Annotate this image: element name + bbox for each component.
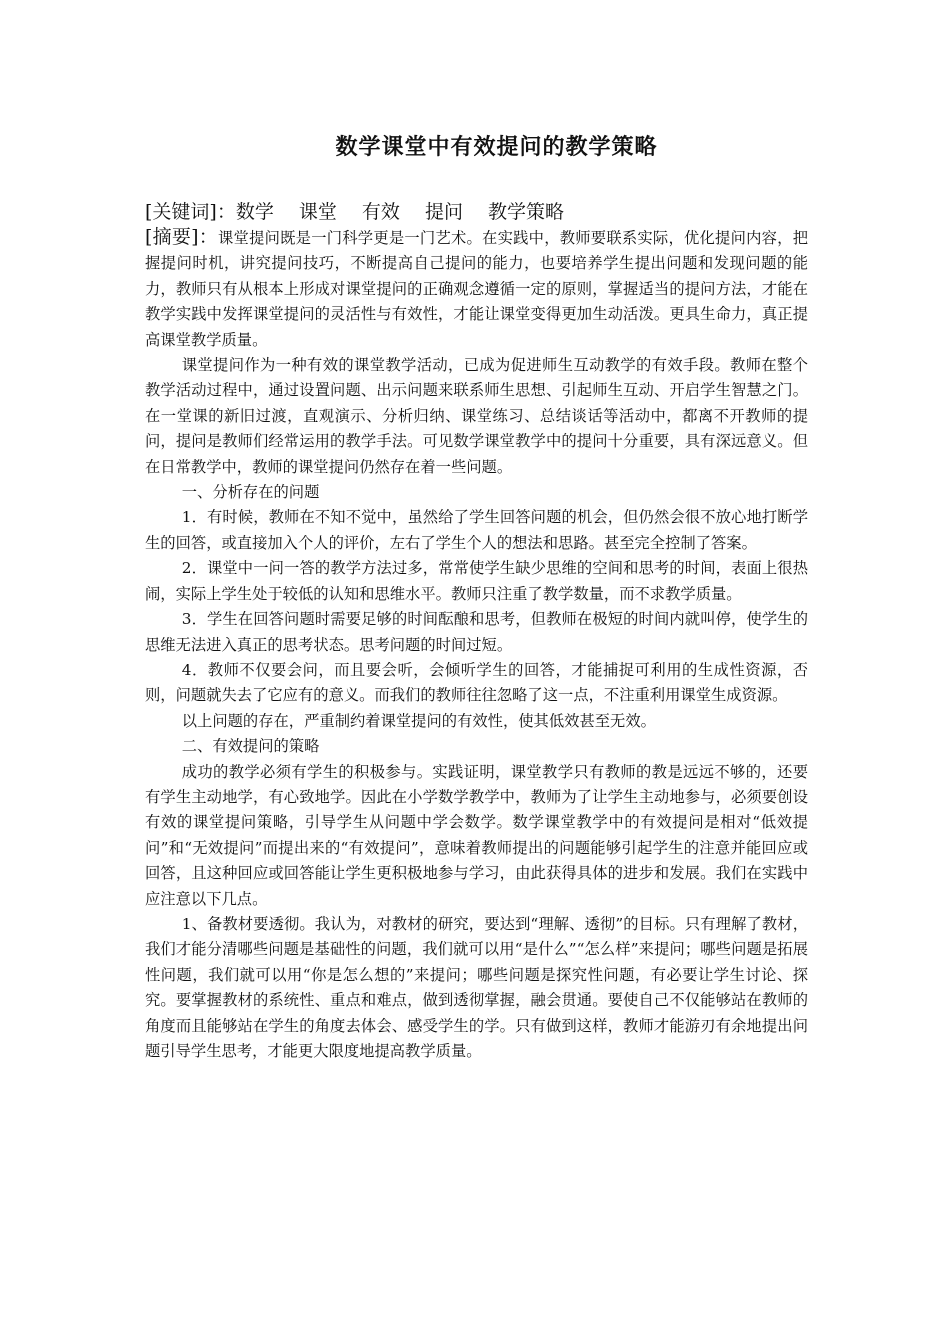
keywords-line <box>145 199 808 225</box>
abstract-paragraph <box>145 225 808 353</box>
problem-item-1: 1．有时候，教师在不知不觉中，虽然给了学生回答问题的机会，但仍然会很不放心地打断学生的回答，或直接加入个人的评价，左右了学生个人的想法和思路。甚至完全控制了答案。 <box>145 508 808 552</box>
strategy-item-1: 1、备教材要透彻。我认为，对教材的研究，要达到“理解、透彻”的目标。只有理解了教材，我们才能分清哪些问题是基础性的问题，我们就可以用“是什么”“怎么样”来提问；哪些问题是拓展性问题，我们就可以用“你是怎么想的”来提问；哪些问题是探究性问题，有必要让学生讨论、探究。要掌握教材的系统性、重点和难点，做到透彻掌握，融会贯通。要使自己不仅能够站在教师的角度而且能够站在学生的角度去体会、感受学生的学。只有做到这样，教师才能游刃有余地提出问题引导学生思考，才能更大限度地提高教学质量。 <box>145 914 808 1060</box>
problem-item-4: 4．教师不仅要会问，而且要会听，会倾听学生的回答，才能捕捉可利用的生成性资源，否则，问题就失去了它应有的意义。而我们的教师往往忽略了这一点，不注重利用课堂生成资源。 <box>145 660 808 705</box>
document-title: 数学课堂中有效提问的教学策略 <box>335 135 658 160</box>
section-heading-strategies: 二、有效提问的策略 <box>181 737 320 756</box>
problem-item-2: 2．课堂中一问一答的教学方法过多，常常使学生缺少思维的空间和思考的时间，表面上很热闹，实际上学生处于较低的认知和思维水平。教师只注重了教学数量，而不求教学质量。 <box>145 559 808 603</box>
problem-item-3: 3．学生在回答问题时需要足够的时间酝酿和思考，但教师在极短的时间内就叫停，使学生的思维无法进入真正的思考状态。思考问题的时间过短。 <box>145 610 808 654</box>
strategies-intro-paragraph: 成功的教学必须有学生的积极参与。实践证明，课堂教学只有教师的教是远远不够的，还要有学生主动地学，有心致地学。因此在小学数学教学中，教师为了让学生主动地参与，必须要创设有效的课堂提问策略，引导学生从问题中学会数学。数学课堂教学中的有效提问是相对“低效提问”和“无效提问”而提出来的“有效提问”，意味着教师提出的问题能够引起学生的注意并能回应或回答，且这种回应或回答能让学生更积极地参与学习，由此获得具体的进步和发展。我们在实践中应注意以下几点。 <box>145 762 808 908</box>
problems-summary: 以上问题的存在，严重制约着课堂提问的有效性，使其低效甚至无效。 <box>181 711 656 730</box>
keywords-label: [关键词]： <box>145 201 236 223</box>
keywords-text: 数学 课堂 有效 提问 教学策略 <box>235 201 564 223</box>
section-heading-problems: 一、分析存在的问题 <box>181 483 320 502</box>
intro-paragraph: 课堂提问作为一种有效的课堂教学活动，已成为促进师生互动教学的有效手段。教师在整个教学活动过程中，通过设置问题、出示问题来联系师生思想、引起师生互动、开启学生智慧之门。在一堂课的新旧过渡，直观演示、分析归纳、课堂练习、总结谈话等活动中，都离不开教师的提问，提问是教师们经常运用的教学手法。可见数学课堂教学中的提问十分重要，具有深远意义。但在日常教学中，教师的课堂提问仍然存在着一些问题。 <box>145 356 808 476</box>
document-page <box>145 130 808 1064</box>
abstract-text: 课堂提问既是一门科学更是一门艺术。在实践中，教师要联系实际，优化提问内容，把握提问时机，讲究提问技巧，不断提高自己提问的能力，也要培养学生提出问题和发现问题的能力，教师只有从根本上形成对课堂提问的正确观念遵循一定的原则，掌握适当的提问方法，才能在教学实践中发挥课堂提问的灵活性与有效性，才能让课堂变得更加生动活泼。更具生命力，真正提高课堂教学质量。 <box>145 229 808 349</box>
abstract-label: [摘要]： <box>145 226 219 248</box>
